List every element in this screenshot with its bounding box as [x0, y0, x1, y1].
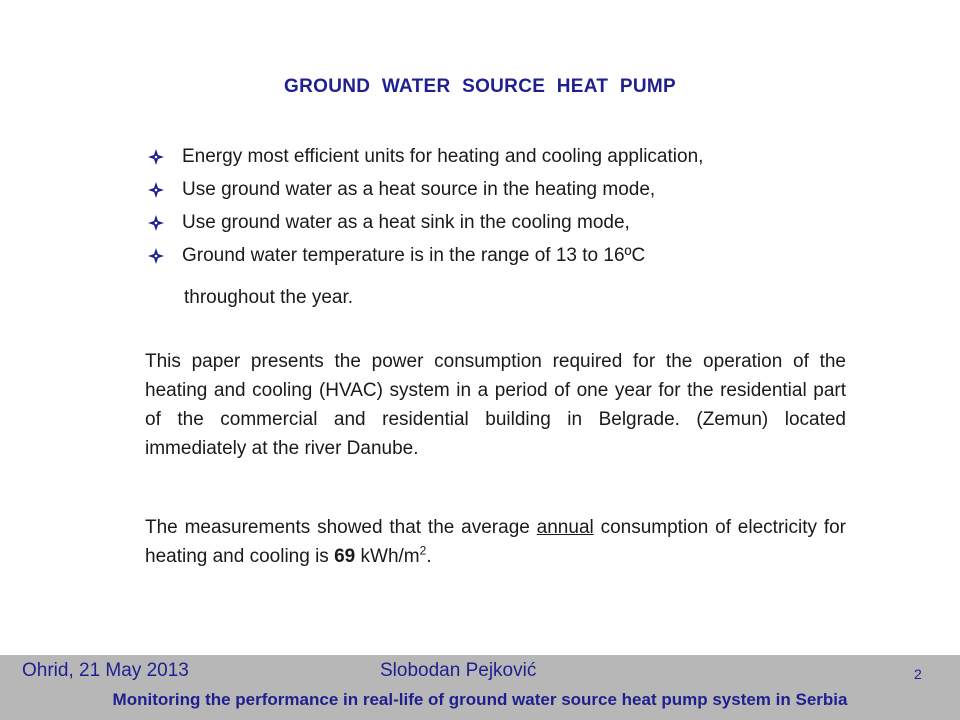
bullet-text: Use ground water as a heat source in the heating mode,	[182, 179, 656, 200]
page-number: 2	[914, 666, 922, 682]
footer-author: Slobodan Pejković	[380, 660, 537, 681]
results-text-part2: consumption of electricity for heating and cooling is	[145, 517, 846, 567]
bullet-text: Energy most efficient units for heating and cooling application,	[182, 146, 704, 167]
consumption-value: 69	[334, 546, 356, 567]
diamond-four-point-icon	[148, 149, 164, 165]
consumption-unit: kWh/m	[355, 546, 420, 567]
bullet-item	[148, 209, 868, 242]
footer-subtitle: Monitoring the performance in real-life of ground water source heat pump system in Serbia	[112, 690, 848, 709]
bullet-continuation: throughout the year.	[184, 287, 354, 308]
bullet-item	[148, 242, 868, 275]
results-end: .	[426, 546, 432, 567]
diamond-four-point-icon	[148, 182, 164, 198]
bullet-item	[148, 176, 868, 209]
bullet-text: Ground water temperature is in the range of 13 to 16ºC	[182, 245, 646, 266]
slide-title: GROUND WATER SOURCE HEAT PUMP	[284, 76, 676, 97]
bullet-text: Use ground water as a heat sink in the cooling mode,	[182, 212, 630, 233]
paragraph-results	[145, 513, 846, 571]
results-text-part1: The measurements showed that the average	[145, 517, 537, 538]
annual-underlined: annual	[536, 517, 594, 538]
footer-location-date: Ohrid, 21 May 2013	[22, 660, 189, 681]
diamond-four-point-icon	[148, 248, 164, 264]
diamond-four-point-icon	[148, 215, 164, 231]
footer-bar	[0, 655, 960, 720]
bullet-list	[148, 143, 868, 275]
unit-superscript: 2	[419, 543, 427, 558]
bullet-item	[148, 143, 868, 176]
paragraph-intro: This paper presents the power consumption required for the operation of the heating and cooling (HVAC) system in a period of one year for the residential part of the commercial and residential building in Belgrade. (Zemun) located immediately at the river Danube.	[145, 351, 846, 459]
